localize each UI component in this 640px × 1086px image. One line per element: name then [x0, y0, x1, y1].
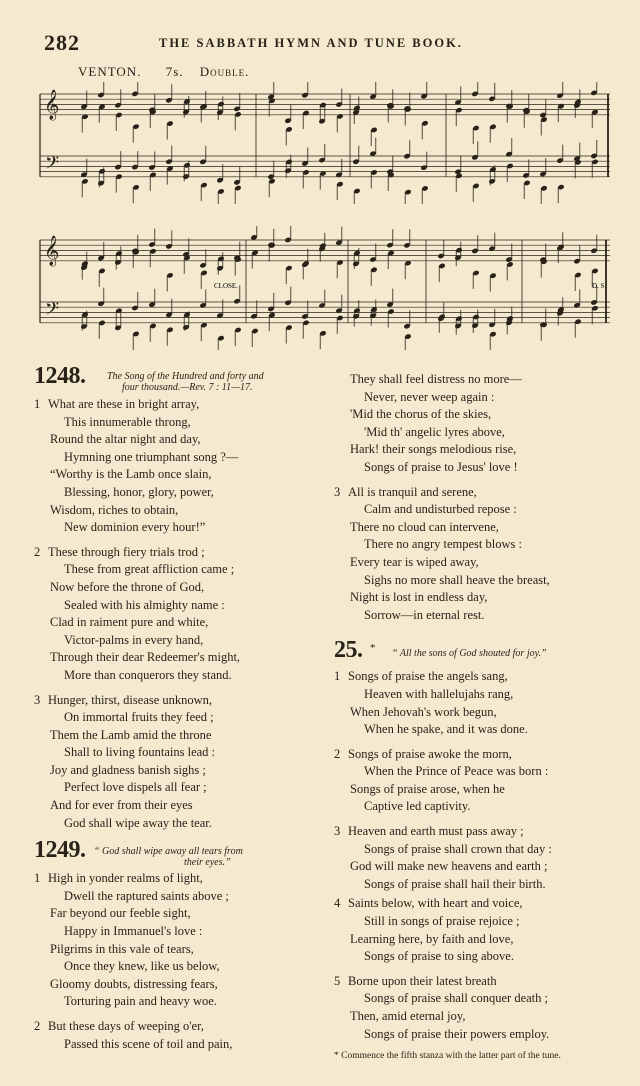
stanza-line-text: Saints below, with heart and voice,	[348, 896, 523, 911]
stanza-line: New dominion every hour!”	[64, 520, 206, 535]
stanza-line: Passed this scene of toil and pain,	[64, 1036, 233, 1051]
stanza-line: Night is lost in endless day,	[350, 590, 488, 605]
stanza-line-text: Hunger, thirst, disease unknown,	[48, 692, 213, 707]
stanza-line: Clad in raiment pure and white,	[50, 615, 209, 630]
stanza-line: Never, never weep again :	[364, 389, 495, 404]
stanza-line: When Jehovah's work begun,	[350, 704, 497, 719]
stanza-line: Round the altar night and day,	[50, 432, 201, 447]
stanza-line: Now before the throne of God,	[50, 579, 205, 594]
stanza	[34, 692, 330, 833]
stanza	[334, 746, 624, 816]
stanza-line-text: High in yonder realms of light,	[48, 871, 203, 886]
stanza	[34, 544, 330, 685]
stanza-line	[34, 1018, 330, 1036]
stanza-line: Songs of praise arose, when he	[350, 781, 505, 796]
stanza-line: Shall to living fountains lead :	[64, 745, 216, 760]
stanza-line: Perfect love dispels all fear ;	[64, 780, 207, 795]
stanza-line-text: Borne upon their latest breath	[348, 973, 497, 988]
stanza-number: 1	[34, 397, 41, 411]
stanza-line: Them the Lamb amid the throne	[50, 727, 212, 742]
stanza-line	[334, 746, 624, 764]
stanza	[334, 823, 624, 893]
stanza-line	[334, 484, 624, 502]
stanza-line: These from great affliction came ;	[64, 562, 235, 577]
stanza	[34, 1018, 330, 1053]
stanza-line: Calm and undisturbed repose :	[364, 502, 517, 517]
hymn-star: *	[370, 642, 376, 655]
hymn-1248-heading	[34, 363, 330, 396]
stanza-line: Learning here, by faith and love,	[350, 931, 514, 946]
stanza-line: Through their dear Redeemer's might,	[50, 650, 241, 665]
stanza-line-text: These through fiery trials trod ;	[48, 544, 205, 559]
stanza-line: God shall wipe away the tear.	[64, 815, 212, 830]
stanza-line: There no cloud can intervene,	[350, 519, 499, 534]
stanza-line: Sealed with his almighty name :	[64, 597, 225, 612]
stanza	[334, 484, 624, 625]
stanza-line: Wisdom, riches to obtain,	[50, 502, 179, 517]
tune-name: VENTON.	[78, 64, 142, 79]
stanza-line	[334, 973, 624, 991]
stanza-line: Pilgrims in this vale of tears,	[50, 941, 194, 956]
hymn-25-heading	[334, 637, 624, 668]
stanza-line	[334, 823, 624, 841]
stanza-line: Once they knew, like us below,	[64, 959, 220, 974]
treble-clef-icon: 𝄞	[44, 236, 60, 266]
stanza-line: Joy and gladness banish sighs ;	[50, 762, 206, 777]
stanza	[334, 668, 624, 738]
stanza-line: And for ever from their eyes	[50, 798, 193, 813]
stanza-line: Songs of praise shall hail their birth.	[364, 876, 546, 891]
stanza-line: Dwell the raptured saints above ;	[64, 888, 229, 903]
left-column	[34, 363, 330, 1053]
bass-clef-icon: 𝄢	[45, 153, 60, 178]
stanza-line: 'Mid th' angelic lyres above,	[364, 424, 505, 439]
stanza	[334, 973, 624, 1043]
close-label: CLOSE.	[214, 282, 238, 290]
stanza-line	[34, 870, 330, 888]
stanza-line	[34, 692, 330, 710]
stanza-line-text: But these days of weeping o'er,	[48, 1019, 204, 1033]
stanza-line: Songs of praise shall conquer death ;	[364, 991, 548, 1006]
hymn-1249-heading	[34, 837, 330, 870]
tune-meter: 7s.	[165, 64, 184, 79]
stanza-line: Hymning one triumphant song ?—	[64, 449, 239, 464]
stanza-line: Torturing pain and heavy woe.	[64, 994, 217, 1009]
stanza-line: Songs of praise to sing above.	[364, 949, 514, 964]
stanza-line-text: Heaven and earth must pass away ;	[348, 824, 524, 839]
stanza-line: There no angry tempest blows :	[364, 537, 522, 552]
stanza-line: Every tear is wiped away,	[350, 554, 479, 569]
stanza-line: Gloomy doubts, distressing fears,	[50, 976, 218, 991]
stanza-line: Far beyond our feeble sight,	[50, 906, 191, 921]
hymn-caption: “ All the sons of God shouted for joy.”	[392, 648, 547, 660]
stanza-line-text: What are these in bright array,	[48, 397, 200, 411]
bass-clef-icon: 𝄢	[45, 299, 60, 324]
stanza-line	[34, 396, 330, 414]
stanza-number: 3	[334, 484, 341, 499]
stanza-line: “Worthy is the Lamb once slain,	[50, 467, 212, 482]
stanza	[334, 895, 624, 965]
stanza-number: 1	[334, 669, 341, 684]
page-number: 282	[44, 30, 80, 55]
stanza-line	[34, 544, 330, 562]
treble-clef-icon: 𝄞	[44, 90, 60, 120]
stanza-number: 1	[34, 871, 41, 886]
stanza-line: On immortal fruits they feed ;	[64, 710, 214, 725]
hymn-caption-line-1: “ God shall wipe away all tears from	[94, 846, 243, 858]
stanza-number: 2	[34, 544, 41, 559]
stanza-number: 5	[334, 973, 341, 988]
stanza-line	[334, 895, 624, 913]
hymn-number: 25.	[334, 637, 363, 664]
page-header	[44, 30, 604, 56]
tune-double: Double.	[199, 64, 250, 79]
stanza-line: Heaven with hallelujahs rang,	[364, 686, 514, 701]
stanza-line-text: Songs of praise awoke the morn,	[348, 746, 512, 761]
stanza-line: This innumerable throng,	[64, 414, 191, 429]
stanza-line: Songs of praise shall crown that day :	[364, 841, 552, 856]
stanza-number: 4	[334, 896, 341, 911]
stanza-line: Songs of praise their powers employ.	[364, 1026, 550, 1041]
running-title: THE SABBATH HYMN AND TUNE BOOK.	[159, 36, 463, 50]
staves	[40, 240, 610, 323]
stanza-line: Hark! their songs melodious rise,	[350, 442, 517, 457]
stanza-line: Then, amid eternal joy,	[350, 1009, 466, 1023]
stanza-line: When he spake, and it was done.	[364, 722, 528, 737]
stanza-line	[334, 668, 624, 686]
stanza-line: Blessing, honor, glory, power,	[64, 484, 214, 499]
stanza-line: Sorrow—in eternal rest.	[364, 607, 485, 622]
stanza-number: 3	[34, 692, 41, 707]
notes	[80, 82, 598, 204]
stanza-line: 'Mid the chorus of the skies,	[350, 407, 492, 422]
stanza	[34, 870, 330, 1011]
stanza-line: Captive led captivity.	[364, 799, 471, 814]
hymn-number: 1248.	[34, 363, 86, 389]
hymn-caption-line-2: their eyes.”	[184, 857, 231, 869]
hymn-caption-line-2: four thousand.—Rev. 7 : 11—17.	[122, 382, 253, 393]
stanza-line: Victor-palms in every hand,	[64, 632, 204, 647]
ds-label: D. S.	[592, 282, 607, 290]
hymn-number: 1249.	[34, 837, 86, 864]
stanza-line: Happy in Immanuel's love :	[64, 924, 203, 939]
stanza-line: More than conquerors they stand.	[64, 667, 232, 682]
stanza-continued	[334, 371, 624, 477]
stanza-line: They shall feel distress no more—	[350, 372, 522, 386]
stanza-number: 3	[334, 824, 341, 839]
stanza-line-text: Songs of praise the angels sang,	[348, 669, 508, 684]
footnote: * Commence the fifth stanza with the latter part of the tune.	[334, 1051, 561, 1062]
stanza-line: Songs of praise to Jesus' love !	[364, 459, 518, 474]
stanza-line-text: All is tranquil and serene,	[348, 484, 477, 499]
tune-heading	[78, 64, 249, 80]
stanza-line: Sighs no more shall heave the breast,	[364, 572, 550, 587]
stanza	[34, 396, 330, 537]
stanza-line: Still in songs of praise rejoice ;	[364, 914, 520, 929]
music-system-1	[36, 82, 614, 204]
music-system-2	[36, 226, 614, 350]
notes	[80, 226, 598, 350]
stanza-number: 2	[334, 746, 341, 761]
stanza-line: When the Prince of Peace was born :	[364, 764, 549, 779]
right-column	[334, 371, 624, 1062]
stanza-number: 2	[34, 1019, 41, 1033]
hymn-caption-line-1: The Song of the Hundred and forty and	[107, 371, 264, 382]
stanza-line: God will make new heavens and earth ;	[350, 859, 548, 874]
